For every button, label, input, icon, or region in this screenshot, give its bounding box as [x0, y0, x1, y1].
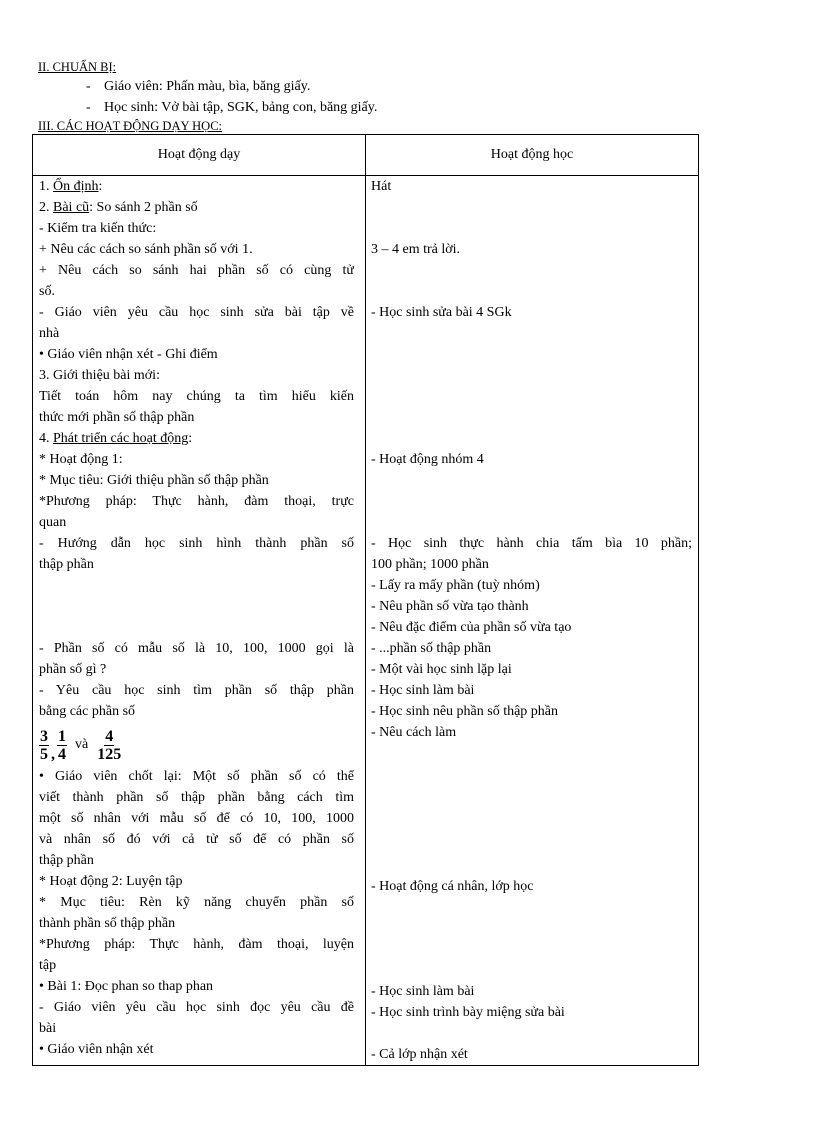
student-activities-cell	[366, 176, 699, 1066]
right-line: - Học sinh làm bài	[371, 984, 475, 999]
blank-line	[371, 218, 692, 239]
left-line: • Giáo viên chốt lại: Một số phần số có thể	[39, 769, 354, 784]
fraction-4-125: $\frac{4}{125}$	[97, 727, 122, 763]
left-line: * Mục tiêu: Rèn kỹ năng chuyển phần số	[39, 895, 354, 910]
left-line: nhà	[39, 326, 60, 341]
right-line: - Nêu đặc điểm của phần số vừa tạo	[371, 620, 572, 635]
table-body-row	[33, 176, 699, 1066]
left-line: phần số gì ?	[39, 662, 107, 677]
blank-line	[371, 407, 692, 428]
prep-heading: II. CHUẨN BỊ:	[38, 60, 117, 74]
left-line: + Nêu các cách so sánh phần số với 1.	[39, 242, 253, 257]
left-line: * Mục tiêu: Giới thiệu phần số thập phần	[39, 473, 269, 488]
left-line: - Phần số có mẫu số là 10, 100, 1000 gọi là	[39, 641, 354, 656]
right-line: 3 – 4 em trả lời.	[371, 242, 461, 257]
blank-line	[371, 386, 692, 407]
left-line: - Giáo viên yêu cầu học sinh sửa bài tập về	[39, 305, 354, 320]
fraction-examples	[39, 722, 354, 766]
blank-line	[39, 617, 354, 638]
left-line: *Phương pháp: Thực hành, đàm thoại, luyện	[39, 937, 354, 952]
blank-line	[371, 197, 692, 218]
fraction-3-5: $\frac{3}{5}$	[40, 727, 48, 763]
right-line: - Học sinh thực hành chia tấm bìa 10 phần;	[371, 536, 692, 551]
header-student-activity: Hoạt động học	[366, 135, 699, 176]
blank-line	[371, 470, 692, 491]
fraction-1-4: $\frac{1}{4}$	[58, 727, 66, 763]
left-line: 4. Phát triển các hoạt động:	[39, 431, 193, 446]
right-line: 100 phần; 1000 phần	[371, 557, 489, 572]
activities-heading: III. CÁC HOẠT ĐỘNG DẠY HỌC:	[38, 119, 223, 133]
right-line: - Lấy ra mấy phần (tuỳ nhóm)	[371, 578, 540, 593]
blank-line	[371, 918, 692, 939]
blank-line	[371, 855, 692, 876]
left-line: 1. Ổn định:	[39, 179, 103, 194]
left-line: - Kiểm tra kiến thức:	[39, 221, 157, 236]
table-header-row	[33, 135, 699, 176]
blank-line	[371, 260, 692, 281]
left-line: bằng các phần số	[39, 704, 136, 719]
lesson-plan-table	[32, 134, 699, 1066]
prep-item-student: - Học sinh: Vở bài tập, SGK, bảng con, băng giấy.	[86, 97, 377, 118]
blank-line	[371, 428, 692, 449]
right-line: - Học sinh trình bày miệng sửa bài	[371, 1005, 565, 1020]
blank-line	[371, 491, 692, 512]
left-line: tập	[39, 958, 57, 973]
left-line: - Hướng dẫn học sinh hình thành phần số	[39, 536, 354, 551]
left-line: bài	[39, 1021, 57, 1036]
blank-line	[371, 281, 692, 302]
left-line: 3. Giới thiệu bài mới:	[39, 368, 160, 383]
left-line: số.	[39, 284, 55, 299]
blank-line	[371, 960, 692, 981]
left-line: quan	[39, 515, 67, 530]
left-line: Tiết toán hôm nay chúng ta tìm hiểu kiến	[39, 389, 354, 404]
right-line: - Học sinh làm bài	[371, 683, 475, 698]
blank-line	[371, 939, 692, 960]
teacher-activities-cell	[33, 176, 366, 1066]
blank-line	[371, 323, 692, 344]
right-line: - Nêu phần số vừa tạo thành	[371, 599, 529, 614]
right-line: - Hoạt động cá nhân, lớp học	[371, 879, 534, 894]
prep-item-teacher: - Giáo viên: Phấn màu, bìa, băng giấy.	[86, 76, 377, 97]
left-line: 2. Bài cũ: So sánh 2 phần số	[39, 200, 198, 215]
blank-line	[371, 792, 692, 813]
right-line: - Hoạt động nhóm 4	[371, 452, 484, 467]
right-line: - ...phần số thập phần	[371, 641, 492, 656]
left-line: + Nêu cách so sánh hai phần số có cùng tử	[39, 263, 354, 278]
left-line: một số nhân với mẫu số để có 10, 100, 1000	[39, 811, 354, 826]
blank-line	[371, 365, 692, 386]
right-line: Hát	[371, 179, 392, 194]
blank-line	[371, 897, 692, 918]
left-line: thập phần	[39, 853, 94, 868]
right-line: - Cả lớp nhận xét	[371, 1047, 468, 1062]
fraction-and: và	[75, 737, 89, 752]
right-line: - Nêu cách làm	[371, 725, 457, 740]
left-line: • Giáo viên nhận xét - Ghi điểm	[39, 347, 218, 362]
left-line: viết thành phần số thập phần bằng cách tìm	[39, 790, 354, 805]
blank-line	[371, 771, 692, 792]
right-line: - Học sinh sửa bài 4 SGk	[371, 305, 512, 320]
blank-line	[371, 1023, 692, 1044]
left-line: • Giáo viên nhận xét	[39, 1042, 154, 1057]
left-line: thập phần	[39, 557, 94, 572]
header-teacher-activity: Hoạt động dạy	[33, 135, 366, 176]
right-line: - Một vài học sinh lặp lại	[371, 662, 512, 677]
blank-line	[39, 575, 354, 596]
left-line: và nhân số đó với cả tử số để có phần số	[39, 832, 354, 847]
left-line: thức mới phần số thập phần	[39, 410, 195, 425]
left-line: *Phương pháp: Thực hành, đàm thoại, trực	[39, 494, 354, 509]
left-line: * Hoạt động 2: Luyện tập	[39, 874, 183, 889]
prep-list	[86, 76, 377, 118]
blank-line	[371, 834, 692, 855]
left-line: * Hoạt động 1:	[39, 452, 123, 467]
blank-line	[371, 743, 692, 771]
blank-line	[371, 512, 692, 533]
right-line: - Học sinh nêu phần số thập phần	[371, 704, 559, 719]
fraction-comma: ,	[51, 746, 55, 763]
blank-line	[371, 813, 692, 834]
left-line: thành phần số thập phần	[39, 916, 176, 931]
blank-line	[39, 596, 354, 617]
left-line: • Bài 1: Đọc phan so thap phan	[39, 979, 214, 994]
left-line: - Yêu cầu học sinh tìm phần số thập phần	[39, 683, 354, 698]
left-line: - Giáo viên yêu cầu học sinh đọc yêu cầu đề	[39, 1000, 354, 1015]
blank-line	[371, 344, 692, 365]
